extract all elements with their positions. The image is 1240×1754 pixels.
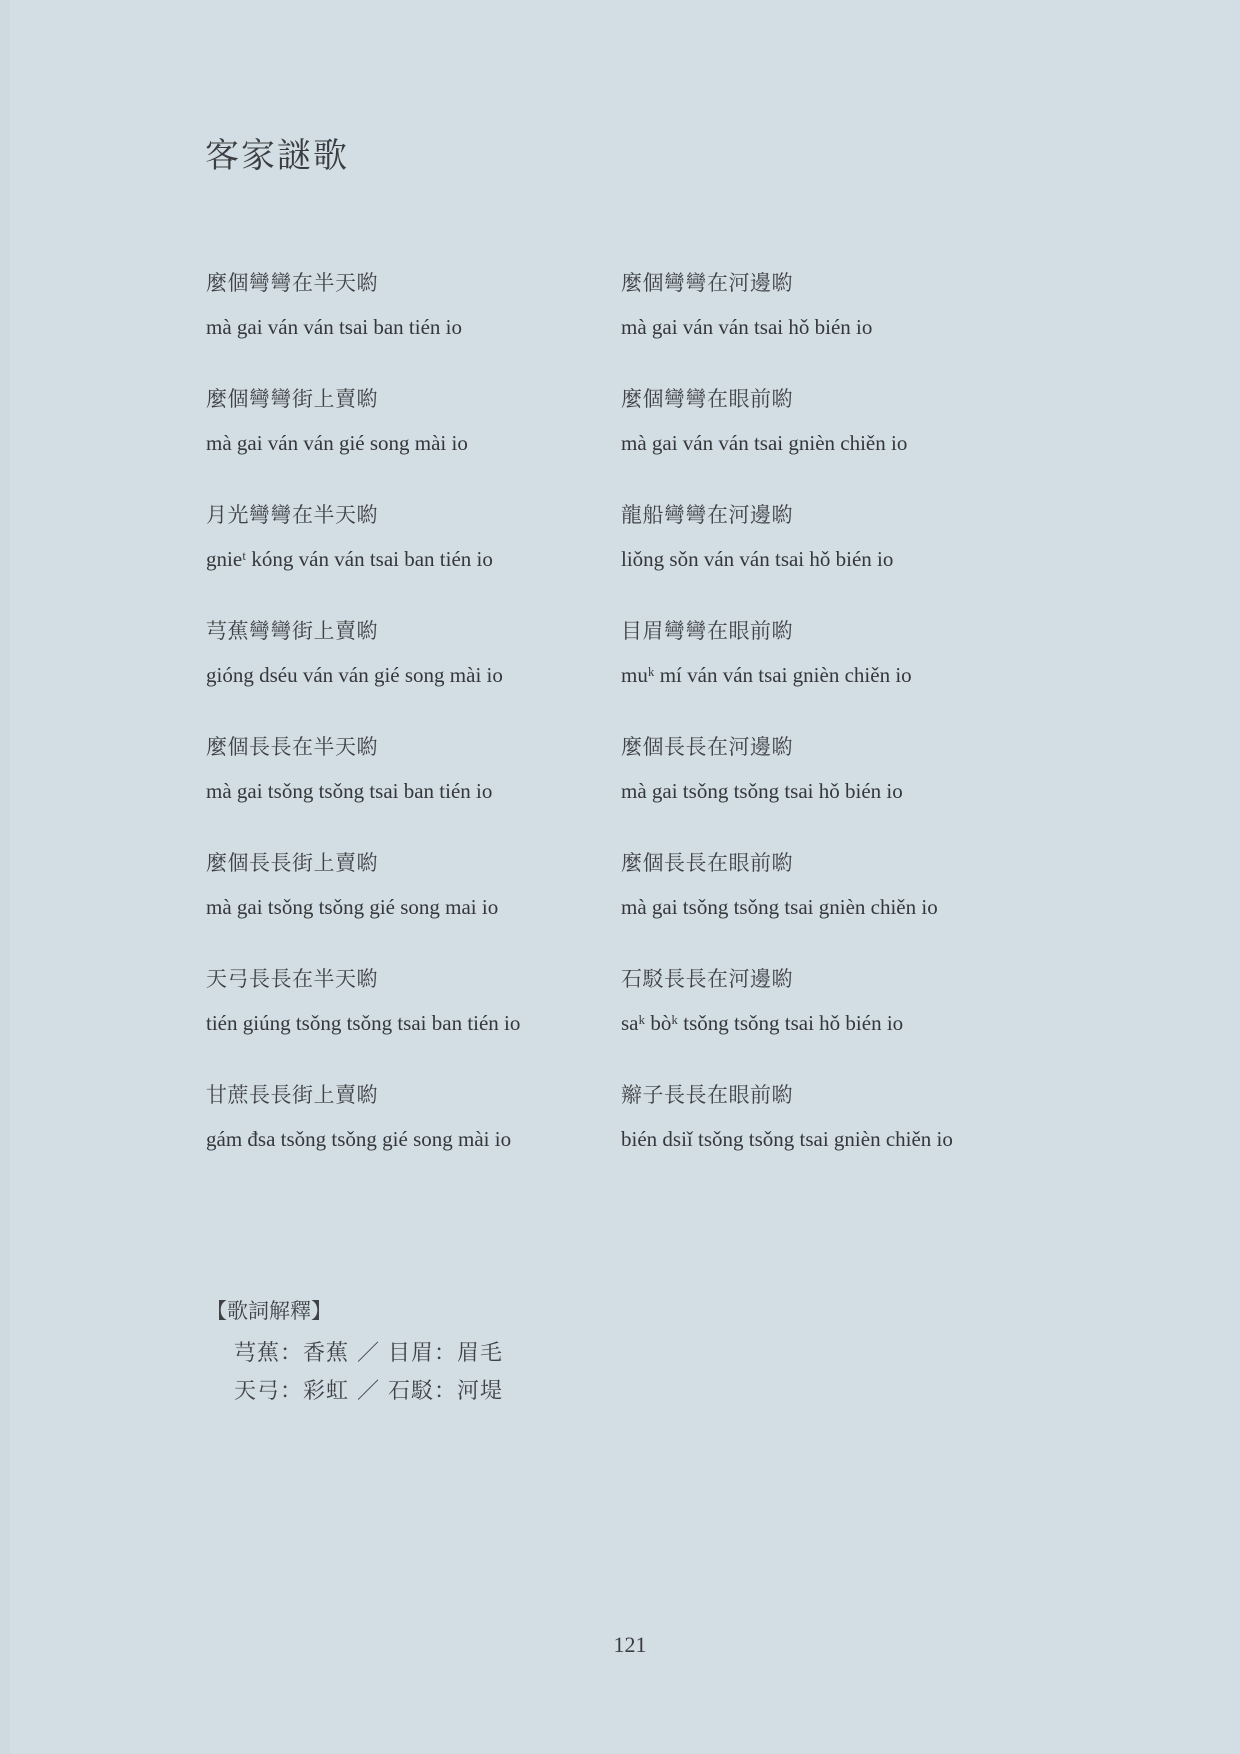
lyric-romanization: mà gai ván ván tsai gnièn chiěn io <box>621 431 908 455</box>
lyric-romanization: mà gai tsǒng tsǒng gié song mai io <box>206 895 499 919</box>
lyric-stanza <box>206 964 626 1080</box>
lyric-romanization: gnieᵗ kóng ván ván tsai ban tién io <box>206 547 493 571</box>
lyric-stanza <box>206 384 626 500</box>
lyric-stanza <box>206 500 626 616</box>
lyric-chinese: 天弓長長在半天喲 <box>206 967 378 991</box>
page <box>10 0 1240 1754</box>
lyric-stanza <box>621 964 1041 1080</box>
lyric-stanza <box>621 384 1041 500</box>
lyric-romanization: mà gai ván ván tsai hǒ bién io <box>621 315 873 339</box>
lyric-romanization: mà gai tsǒng tsǒng tsai hǒ bién io <box>621 779 903 803</box>
lyric-stanza <box>206 848 626 964</box>
lyric-romanization: saᵏ bòᵏ tsǒng tsǒng tsai hǒ bién io <box>621 1011 904 1035</box>
lyric-stanza <box>621 616 1041 732</box>
lyric-romanization: mà gai tsǒng tsǒng tsai ban tién io <box>206 779 493 803</box>
lyric-romanization: mà gai ván ván gié song mài io <box>206 431 468 455</box>
lyric-chinese: 麼個長長在眼前喲 <box>621 851 793 875</box>
lyric-chinese: 月光彎彎在半天喲 <box>206 503 378 527</box>
lyric-chinese: 麼個彎彎在河邊喲 <box>621 271 793 295</box>
lyric-romanization: liǒng sǒn ván ván tsai hǒ bién io <box>621 547 894 571</box>
notes-heading: 【歌詞解釋】 <box>206 1299 332 1323</box>
lyric-chinese: 麼個彎彎在半天喲 <box>206 271 378 295</box>
lyric-romanization: bién dsiǐ tsǒng tsǒng tsai gnièn chiěn io <box>621 1127 953 1151</box>
lyric-stanza <box>206 732 626 848</box>
lyric-stanza <box>206 268 626 384</box>
lyric-romanization: gióng dséu ván ván gié song mài io <box>206 663 503 687</box>
lyric-stanza <box>621 500 1041 616</box>
lyrics-notes <box>206 1295 503 1411</box>
lyric-chinese: 麼個長長在半天喲 <box>206 735 378 759</box>
lyrics-column-right <box>621 268 1041 1196</box>
lyric-romanization: mà gai ván ván tsai ban tién io <box>206 315 463 339</box>
lyric-stanza <box>621 268 1041 384</box>
lyric-romanization: mà gai tsǒng tsǒng tsai gnièn chiěn io <box>621 895 938 919</box>
lyric-stanza <box>621 1080 1041 1196</box>
lyric-stanza <box>206 616 626 732</box>
lyrics-column-left <box>206 268 626 1196</box>
lyric-chinese: 麼個長長在河邊喲 <box>621 735 793 759</box>
lyric-romanization: muᵏ mí ván ván tsai gnièn chiěn io <box>621 663 912 687</box>
lyric-chinese: 麼個彎彎在眼前喲 <box>621 387 793 411</box>
note-line: 芎蕉：香蕉 ／ 目眉：眉毛 <box>234 1341 503 1366</box>
note-line: 天弓：彩虹 ／ 石駁：河堤 <box>234 1379 503 1404</box>
lyric-stanza <box>621 732 1041 848</box>
lyric-chinese: 辮子長長在眼前喲 <box>621 1083 793 1107</box>
lyric-romanization: tién giúng tsǒng tsǒng tsai ban tién io <box>206 1011 521 1035</box>
lyric-chinese: 石駁長長在河邊喲 <box>621 967 793 991</box>
lyric-chinese: 目眉彎彎在眼前喲 <box>621 619 793 643</box>
lyric-chinese: 芎蕉彎彎街上賣喲 <box>206 619 378 643</box>
lyric-chinese: 麼個彎彎街上賣喲 <box>206 387 378 411</box>
lyric-chinese: 甘蔗長長街上賣喲 <box>206 1083 378 1107</box>
lyric-chinese: 麼個長長街上賣喲 <box>206 851 378 875</box>
lyric-chinese: 龍船彎彎在河邊喲 <box>621 503 793 527</box>
page-title: 客家謎歌 <box>205 136 349 176</box>
lyric-stanza <box>621 848 1041 964</box>
page-number: 121 <box>613 1632 647 1657</box>
lyric-stanza <box>206 1080 626 1196</box>
lyric-romanization: gám đsa tsǒng tsǒng gié song mài io <box>206 1127 512 1151</box>
